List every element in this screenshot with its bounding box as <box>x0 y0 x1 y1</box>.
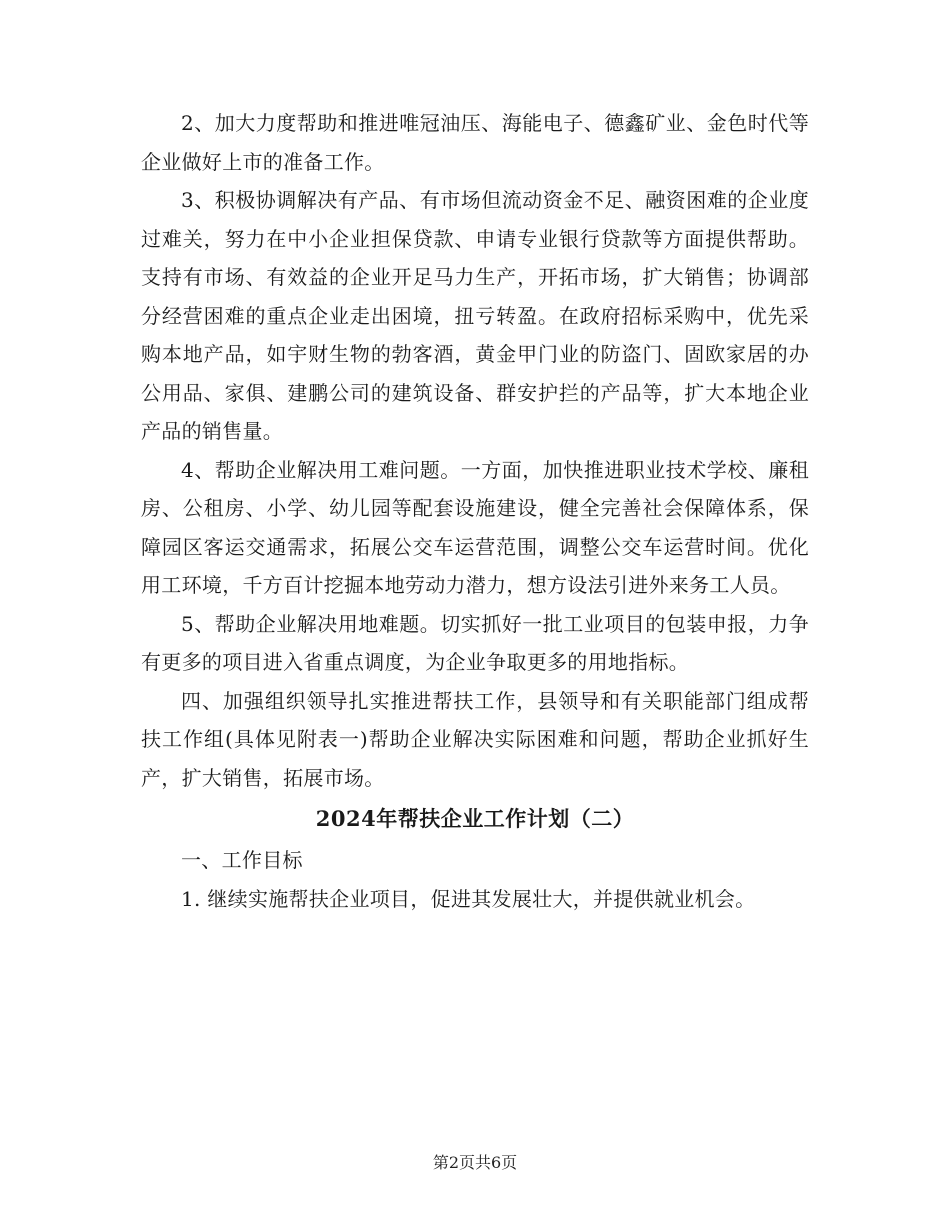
paragraph-land-use: 5、帮助企业解决用地难题。切实抓好一批工业项目的包装申报，力争有更多的项目进入省重点调度，为企业争取更多的用地指标。 <box>141 611 809 674</box>
paragraph-goal-1: 1. 继续实施帮扶企业项目，促进其发展壮大，并提供就业机会。 <box>181 886 756 911</box>
paragraph-funding-support: 3、积极协调解决有产品、有市场但流动资金不足、融资困难的企业度过难关，努力在中小企业担保贷款、申请专业银行贷款等方面提供帮助。支持有市场、有效益的企业开足马力生产，开拓市场，扩大销售；协调部分经营困难的重点企业走出困境，扭亏转盈。在政府招标采购中，优先采购本地产品，如宇财生物的勃客酒，黄金甲门业的防盗门、固欧家居的办公用品、家俱、建鹏公司的建筑设备、群安护拦的产品等，扩大本地企业产品的销售量。 <box>141 188 809 443</box>
paragraph-labor-shortage: 4、帮助企业解决用工难问题。一方面，加快推进职业技术学校、廉租房、公租房、小学、幼儿园等配套设施建设，健全完善社会保障体系，保障园区客运交通需求，拓展公交车运营范围，调整公交车运营时间。优化用工环境，千方百计挖掘本地劳动力潜力，想方设法引进外来务工人员。 <box>141 457 809 597</box>
paragraph-listing-preparation: 2、加大力度帮助和推进唯冠油压、海能电子、德鑫矿业、金色时代等企业做好上市的准备工作。 <box>141 111 809 174</box>
paragraph-leadership: 四、加强组织领导扎实推进帮扶工作，县领导和有关职能部门组成帮扶工作组(具体见附表一)帮助企业解决实际困难和问题，帮助企业抓好生产，扩大销售，拓展市场。 <box>141 688 809 790</box>
page-number-footer: 第2页共6页 <box>432 1153 518 1172</box>
paragraph-work-goals-heading: 一、工作目标 <box>181 848 303 872</box>
document-page <box>141 104 809 918</box>
section-title: 2024年帮扶企业工作计划（二） <box>315 806 635 831</box>
